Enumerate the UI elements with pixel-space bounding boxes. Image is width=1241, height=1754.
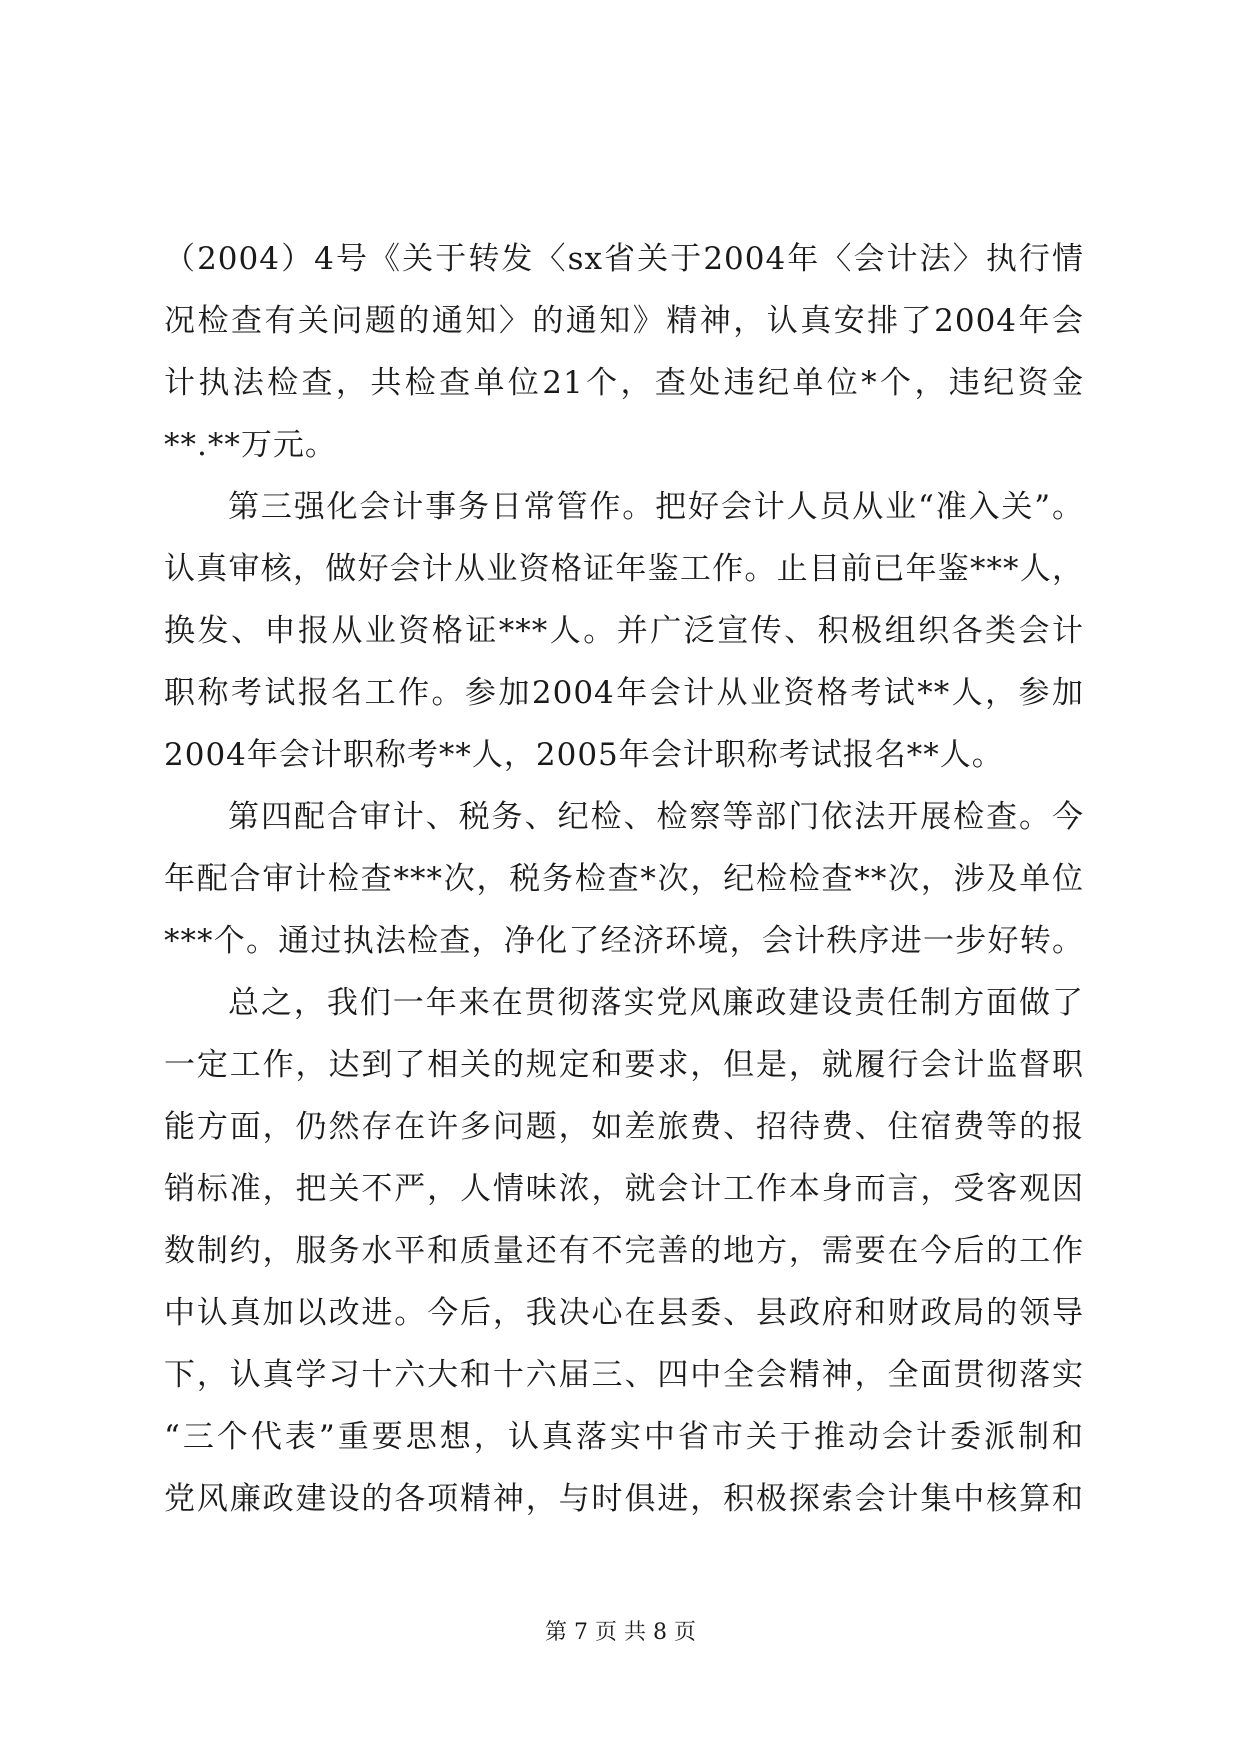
text-line: 一定工作，达到了相关的规定和要求，但是，就履行会计监督职 bbox=[164, 1047, 1084, 1083]
text-line: 认真审核，做好会计从业资格证年鉴工作。止目前已年鉴***人， bbox=[164, 551, 1084, 587]
text-line: 年配合审计检查***次，税务检查*次，纪检检查**次，涉及单位 bbox=[164, 861, 1084, 897]
text-line: 第四配合审计、税务、纪检、检察等部门依法开展检查。今 bbox=[228, 799, 1084, 835]
text-line: “三个代表”重要思想，认真落实中省市关于推动会计委派制和 bbox=[164, 1419, 1084, 1455]
text-line: 下，认真学习十六大和十六届三、四中全会精神，全面贯彻落实 bbox=[164, 1357, 1084, 1393]
text-line: ***个。通过执法检查，净化了经济环境，会计秩序进一步好转。 bbox=[164, 923, 1084, 959]
document-body bbox=[164, 228, 1084, 1530]
text-line: 第三强化会计事务日常管作。把好会计人员从业“准入关”。 bbox=[228, 489, 1084, 525]
paragraph-3 bbox=[164, 786, 1084, 972]
text-line: 党风廉政建设的各项精神，与时俱进，积极探索会计集中核算和 bbox=[164, 1481, 1084, 1517]
text-line: （2004）4号《关于转发〈sx省关于2004年〈会计法〉执行情 bbox=[164, 241, 1084, 277]
text-line: 换发、申报从业资格证***人。并广泛宣传、积极组织各类会计 bbox=[164, 613, 1084, 649]
text-line: 销标准，把关不严，人情味浓，就会计工作本身而言，受客观因 bbox=[164, 1171, 1084, 1207]
paragraph-4 bbox=[164, 972, 1084, 1530]
text-line: 数制约，服务水平和质量还有不完善的地方，需要在今后的工作 bbox=[164, 1233, 1084, 1269]
page-number-label: 第 7 页 共 8 页 bbox=[545, 1620, 696, 1645]
paragraph-2 bbox=[164, 476, 1084, 786]
text-line: **.**万元。 bbox=[164, 427, 337, 463]
text-line: 中认真加以改进。今后，我决心在县委、县政府和财政局的领导 bbox=[164, 1295, 1084, 1331]
text-line: 2004年会计职称考**人，2005年会计职称考试报名**人。 bbox=[164, 737, 1004, 773]
paragraph-1 bbox=[164, 228, 1084, 476]
text-line: 职称考试报名工作。参加2004年会计从业资格考试**人，参加 bbox=[164, 675, 1084, 711]
text-line: 况检查有关问题的通知〉的通知》精神，认真安排了2004年会 bbox=[164, 303, 1084, 339]
text-line: 能方面，仍然存在许多问题，如差旅费、招待费、住宿费等的报 bbox=[164, 1109, 1084, 1145]
page-footer bbox=[0, 1618, 1241, 1648]
text-line: 总之，我们一年来在贯彻落实党风廉政建设责任制方面做了 bbox=[228, 985, 1084, 1021]
text-line: 计执法检查，共检查单位21个，查处违纪单位*个，违纪资金 bbox=[164, 365, 1084, 401]
